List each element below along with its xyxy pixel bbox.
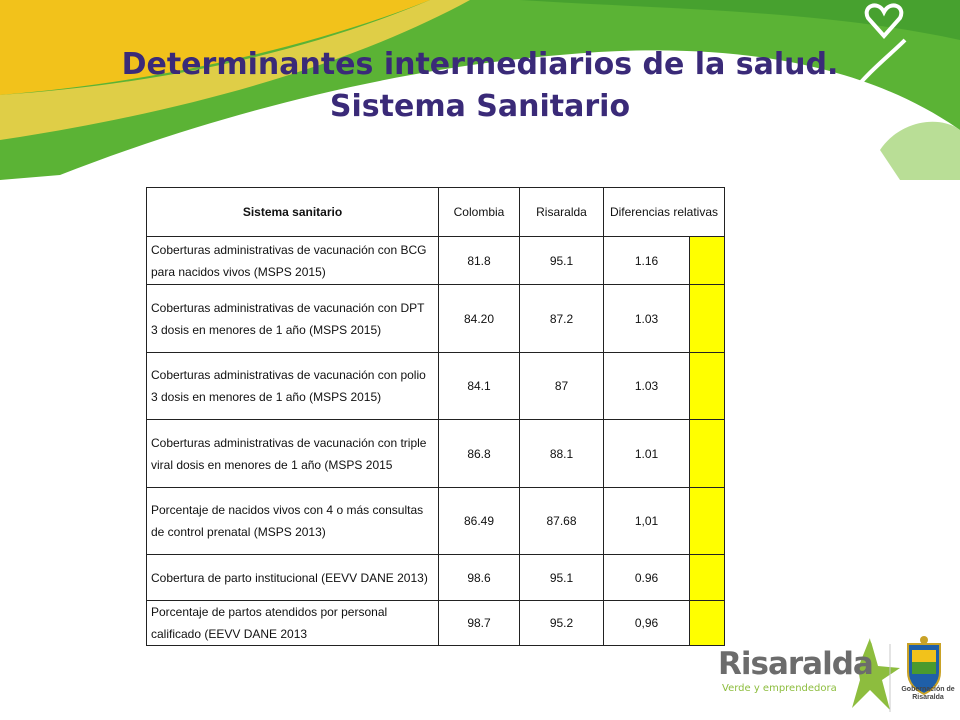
table-row xyxy=(147,555,725,601)
table-header-row xyxy=(147,188,725,237)
health-system-table xyxy=(146,187,725,646)
risaralda-cell: 88.1 xyxy=(520,420,604,488)
diferencia-cell: 1.03 xyxy=(604,285,690,353)
table-row xyxy=(147,420,725,488)
brand-tagline: Verde y emprendedora xyxy=(722,683,837,694)
highlight-marker xyxy=(690,555,725,601)
table-row xyxy=(147,285,725,353)
table-row xyxy=(147,601,725,646)
colombia-cell: 81.8 xyxy=(439,237,520,285)
table-row xyxy=(147,488,725,555)
risaralda-cell: 95.2 xyxy=(520,601,604,646)
colombia-cell: 86.49 xyxy=(439,488,520,555)
page-title: Determinantes intermediarios de la salud. Sistema Sanitario xyxy=(121,47,839,124)
colombia-cell: 86.8 xyxy=(439,420,520,488)
highlight-marker xyxy=(690,353,725,420)
diferencia-cell: 0.96 xyxy=(604,555,690,601)
indicator-cell: Porcentaje de nacidos vivos con 4 o más consultas de control prenatal (MSPS 2013) xyxy=(147,488,439,555)
diferencia-cell: 0,96 xyxy=(604,601,690,646)
highlight-marker xyxy=(690,237,725,285)
header-colombia: Colombia xyxy=(439,188,520,237)
diferencia-cell: 1.03 xyxy=(604,353,690,420)
indicator-cell: Coberturas administrativas de vacunación con DPT 3 dosis en menores de 1 año (MSPS 2015) xyxy=(147,285,439,353)
diferencia-cell: 1.16 xyxy=(604,237,690,285)
colombia-cell: 98.6 xyxy=(439,555,520,601)
indicator-cell: Coberturas administrativas de vacunación con BCG para nacidos vivos (MSPS 2015) xyxy=(147,237,439,285)
risaralda-cell: 95.1 xyxy=(520,555,604,601)
seal-caption: Gobernación de Risaralda xyxy=(901,686,955,701)
colombia-cell: 84.1 xyxy=(439,353,520,420)
highlight-marker xyxy=(690,420,725,488)
risaralda-cell: 87.68 xyxy=(520,488,604,555)
header-risaralda: Risaralda xyxy=(520,188,604,237)
header-sistema-sanitario: Sistema sanitario xyxy=(147,188,439,237)
indicator-cell: Coberturas administrativas de vacunación con triple viral dosis en menores de 1 año (MSPS 2015 xyxy=(147,420,439,488)
brand-name: Risaralda xyxy=(718,646,873,682)
header-diferencias-relativas: Diferencias relativas xyxy=(604,188,725,237)
table-row xyxy=(147,237,725,285)
highlight-marker xyxy=(690,488,725,555)
highlight-marker xyxy=(690,285,725,353)
indicator-cell: Coberturas administrativas de vacunación con polio 3 dosis en menores de 1 año (MSPS 2015) xyxy=(147,353,439,420)
colombia-cell: 98.7 xyxy=(439,601,520,646)
risaralda-cell: 87 xyxy=(520,353,604,420)
risaralda-cell: 87.2 xyxy=(520,285,604,353)
table-row xyxy=(147,353,725,420)
diferencia-cell: 1,01 xyxy=(604,488,690,555)
indicator-cell: Cobertura de parto institucional (EEVV DANE 2013) xyxy=(147,555,439,601)
diferencia-cell: 1.01 xyxy=(604,420,690,488)
risaralda-cell: 95.1 xyxy=(520,237,604,285)
indicator-cell: Porcentaje de partos atendidos por personal calificado (EEVV DANE 2013 xyxy=(147,601,439,646)
colombia-cell: 84.20 xyxy=(439,285,520,353)
